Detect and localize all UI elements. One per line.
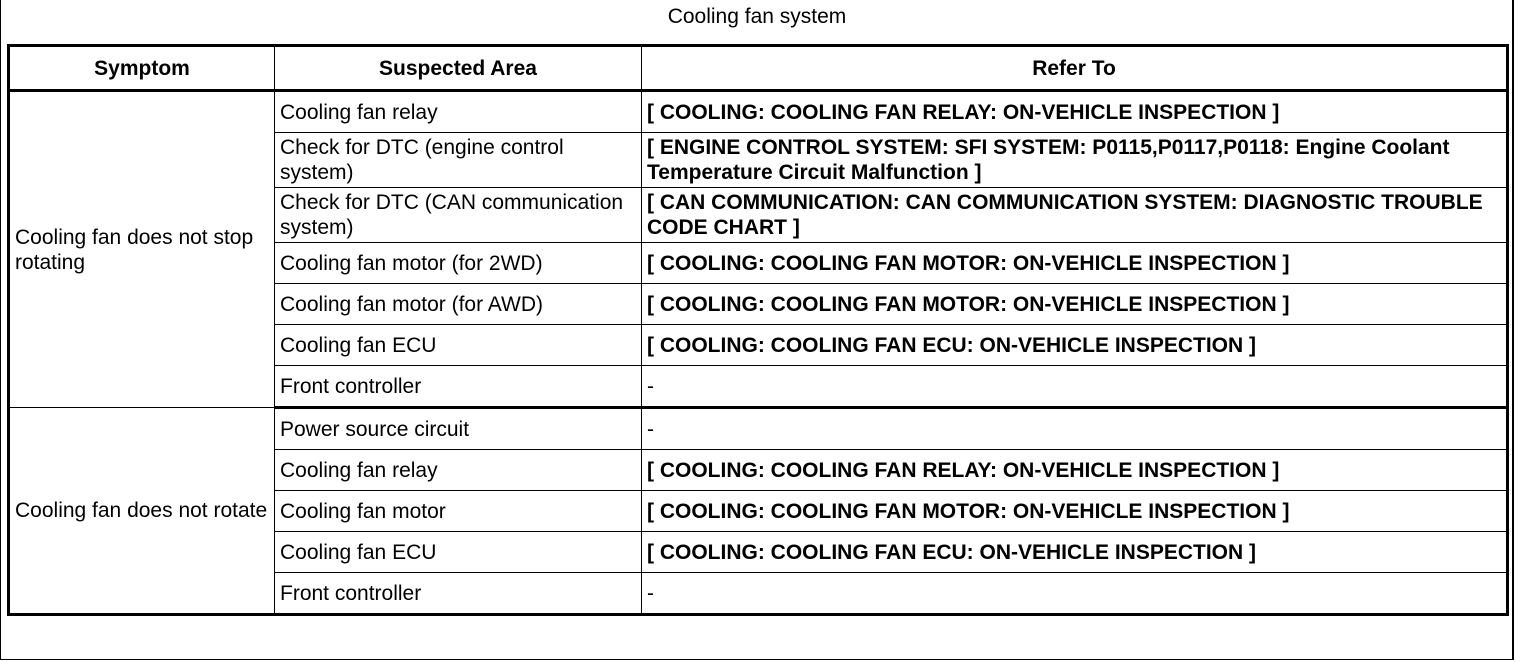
refer-to-link[interactable]: [ COOLING: COOLING FAN MOTOR: ON-VEHICLE INSPECTION ] xyxy=(642,243,1508,284)
refer-to-link[interactable]: [ COOLING: COOLING FAN RELAY: ON-VEHICLE INSPECTION ] xyxy=(642,91,1508,133)
suspected-area-cell: Cooling fan relay xyxy=(275,450,642,491)
suspected-area-cell: Front controller xyxy=(275,366,642,408)
refer-to-cell: - xyxy=(642,366,1508,408)
table-row xyxy=(9,408,1508,450)
suspected-area-cell: Cooling fan relay xyxy=(275,91,642,133)
suspected-area-cell: Cooling fan motor xyxy=(275,491,642,532)
column-header-symptom: Symptom xyxy=(9,46,275,91)
table-row xyxy=(9,91,1508,133)
suspected-area-cell: Power source circuit xyxy=(275,408,642,450)
symptom-cell: Cooling fan does not rotate xyxy=(9,408,275,615)
suspected-area-cell: Cooling fan motor (for AWD) xyxy=(275,284,642,325)
suspected-area-cell: Cooling fan ECU xyxy=(275,325,642,366)
suspected-area-cell: Check for DTC (engine control system) xyxy=(275,133,642,188)
suspected-area-cell: Check for DTC (CAN communication system) xyxy=(275,188,642,243)
refer-to-cell: - xyxy=(642,408,1508,450)
symptom-cell: Cooling fan does not stop rotating xyxy=(9,91,275,408)
suspected-area-cell: Front controller xyxy=(275,573,642,615)
symptom-table xyxy=(7,44,1509,616)
refer-to-link[interactable]: [ ENGINE CONTROL SYSTEM: SFI SYSTEM: P0115,P0117,P0118: Engine Coolant Temperature Circuit Malfunction ] xyxy=(642,133,1508,188)
refer-to-link[interactable]: [ COOLING: COOLING FAN MOTOR: ON-VEHICLE INSPECTION ] xyxy=(642,284,1508,325)
column-header-suspected-area: Suspected Area xyxy=(275,46,642,91)
column-header-refer-to: Refer To xyxy=(642,46,1508,91)
refer-to-link[interactable]: [ COOLING: COOLING FAN ECU: ON-VEHICLE INSPECTION ] xyxy=(642,532,1508,573)
suspected-area-cell: Cooling fan ECU xyxy=(275,532,642,573)
refer-to-link[interactable]: [ COOLING: COOLING FAN MOTOR: ON-VEHICLE INSPECTION ] xyxy=(642,491,1508,532)
refer-to-link[interactable]: [ COOLING: COOLING FAN RELAY: ON-VEHICLE INSPECTION ] xyxy=(642,450,1508,491)
table-header-row xyxy=(9,46,1508,91)
refer-to-link[interactable]: [ CAN COMMUNICATION: CAN COMMUNICATION SYSTEM: DIAGNOSTIC TROUBLE CODE CHART ] xyxy=(642,188,1508,243)
refer-to-cell: - xyxy=(642,573,1508,615)
page-title: Cooling fan system xyxy=(667,5,847,28)
refer-to-link[interactable]: [ COOLING: COOLING FAN ECU: ON-VEHICLE INSPECTION ] xyxy=(642,325,1508,366)
suspected-area-cell: Cooling fan motor (for 2WD) xyxy=(275,243,642,284)
